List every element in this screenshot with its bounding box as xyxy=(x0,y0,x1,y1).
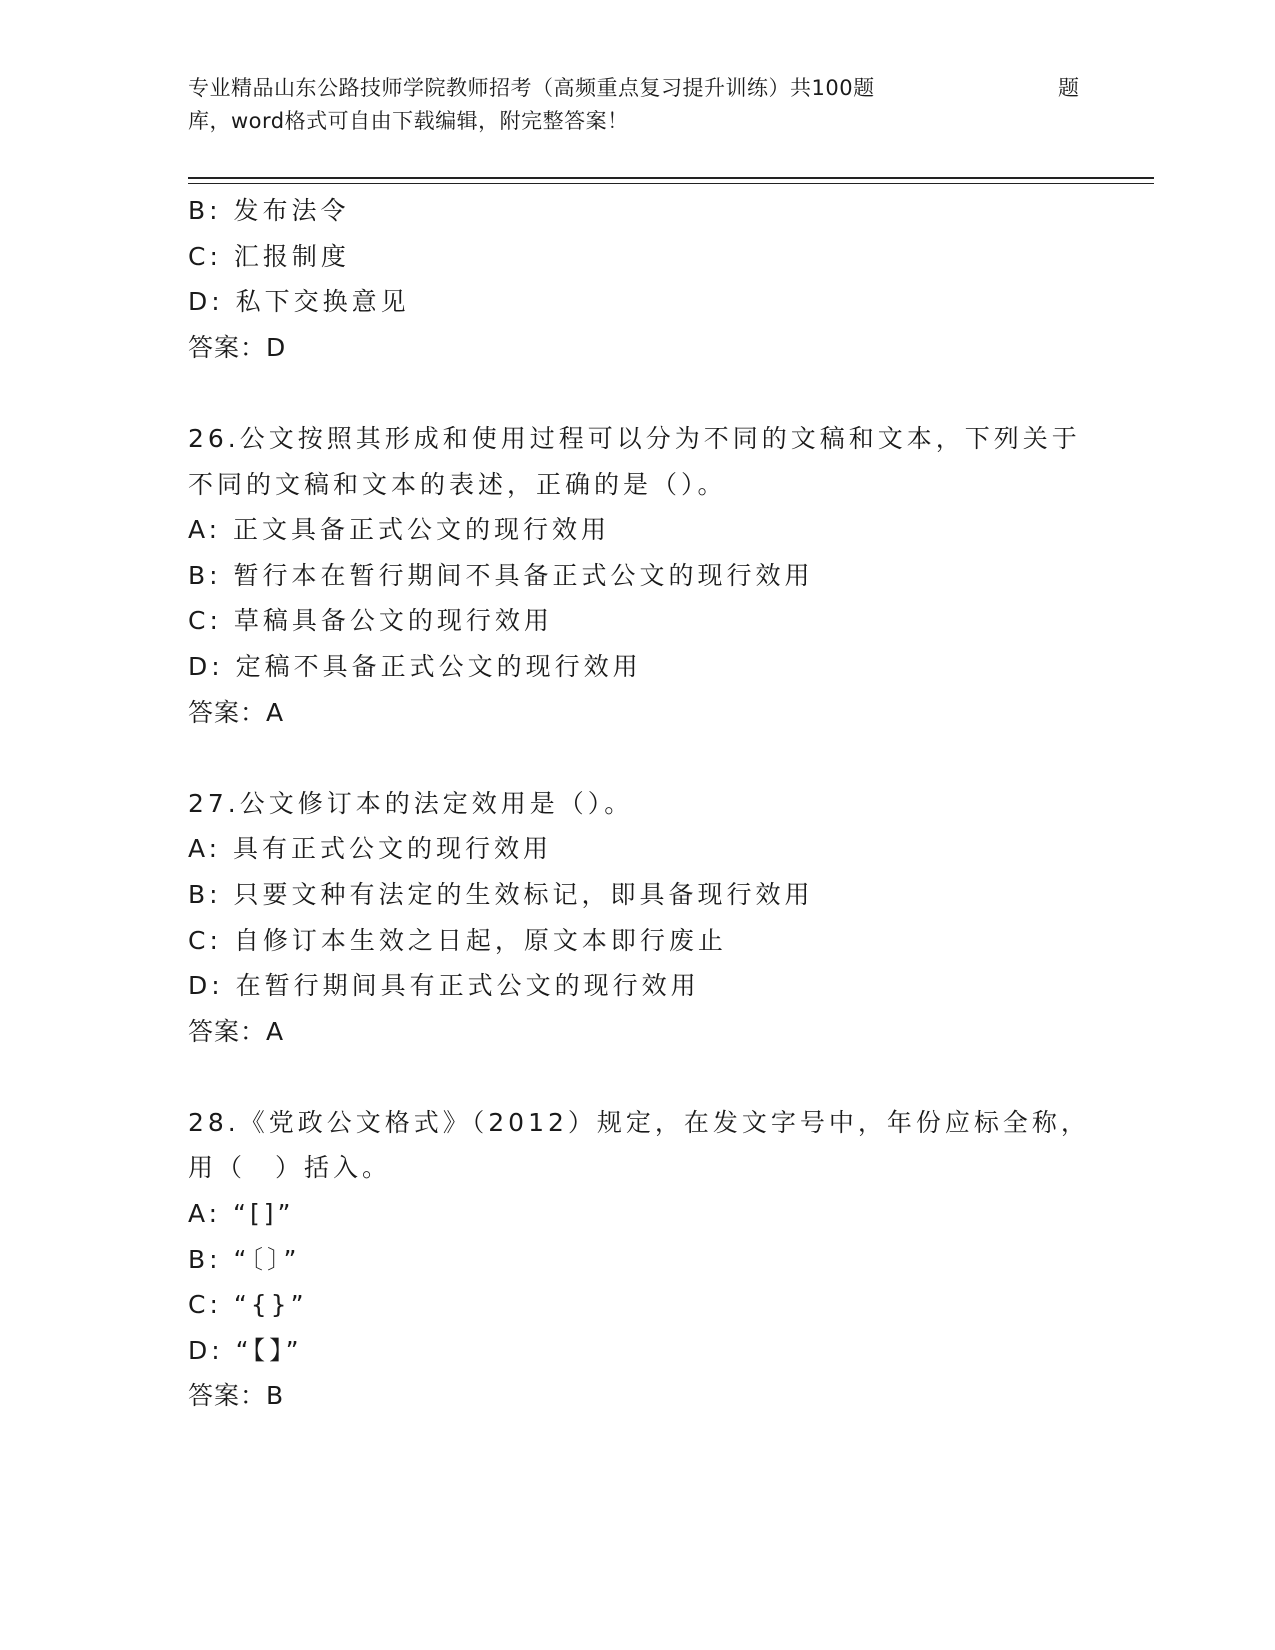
header-title: 专业精品山东公路技师学院教师招考（高频重点复习提升训练）共100题 xyxy=(188,76,875,100)
spacer xyxy=(188,735,1088,781)
option-c: C: 自修订本生效之日起，原文本即行废止 xyxy=(188,925,727,955)
option-a: A: “[]” xyxy=(188,1199,295,1229)
option-d: D: 在暂行期间具有正式公文的现行效用 xyxy=(188,971,700,1001)
question-block-27 xyxy=(188,781,1088,1055)
answer-line: 答案：A xyxy=(188,1016,285,1046)
header-line-1 xyxy=(188,72,1088,105)
question-stem: 28.《党政公文格式》（2012）规定，在发文字号中，年份应标全称， xyxy=(188,1107,1090,1137)
answer-line: 答案：D xyxy=(188,332,287,362)
question-stem: 不同的文稿和文本的表述，正确的是（）。 xyxy=(188,469,727,499)
question-stem: 26.公文按照其形成和使用过程可以分为不同的文稿和文本，下列关于 xyxy=(188,423,1081,453)
spacer xyxy=(188,370,1088,416)
option-a: A: 正文具备正式公文的现行效用 xyxy=(188,515,611,545)
answer-line: 答案：A xyxy=(188,697,285,727)
spacer xyxy=(188,1054,1088,1100)
header-divider-thin xyxy=(188,183,1154,184)
option-b: B: 只要文种有法定的生效标记，即具备现行效用 xyxy=(188,879,814,909)
page-header xyxy=(188,72,1088,138)
header-line-2: 库，word格式可自由下载编辑，附完整答案！ xyxy=(188,109,629,133)
option-b: B: 发布法令 xyxy=(188,196,350,225)
option-b: B: 暂行本在暂行期间不具备正式公文的现行效用 xyxy=(188,560,814,590)
question-block-28 xyxy=(188,1100,1088,1419)
question-stem: 27.公文修订本的法定效用是（）。 xyxy=(188,788,634,818)
question-stem: 用（ ）括入。 xyxy=(188,1153,392,1183)
question-block-26 xyxy=(188,416,1088,735)
question-block-prev xyxy=(188,188,1088,370)
option-d: D: 定稿不具备正式公文的现行效用 xyxy=(188,651,642,681)
answer-line: 答案：B xyxy=(188,1381,285,1411)
option-c: C: 草稿具备公文的现行效用 xyxy=(188,606,553,636)
option-c: C: 汇报制度 xyxy=(188,241,350,271)
header-divider-thick xyxy=(188,177,1154,179)
option-d: D: “【】” xyxy=(188,1335,303,1365)
header-title-tail: 题 xyxy=(1058,76,1080,100)
option-a: A: 具有正式公文的现行效用 xyxy=(188,834,553,864)
question-content xyxy=(188,188,1088,1419)
option-b: B: “〔〕” xyxy=(188,1244,301,1274)
option-c: C: “{}” xyxy=(188,1290,308,1320)
option-d: D: 私下交换意见 xyxy=(188,287,410,317)
